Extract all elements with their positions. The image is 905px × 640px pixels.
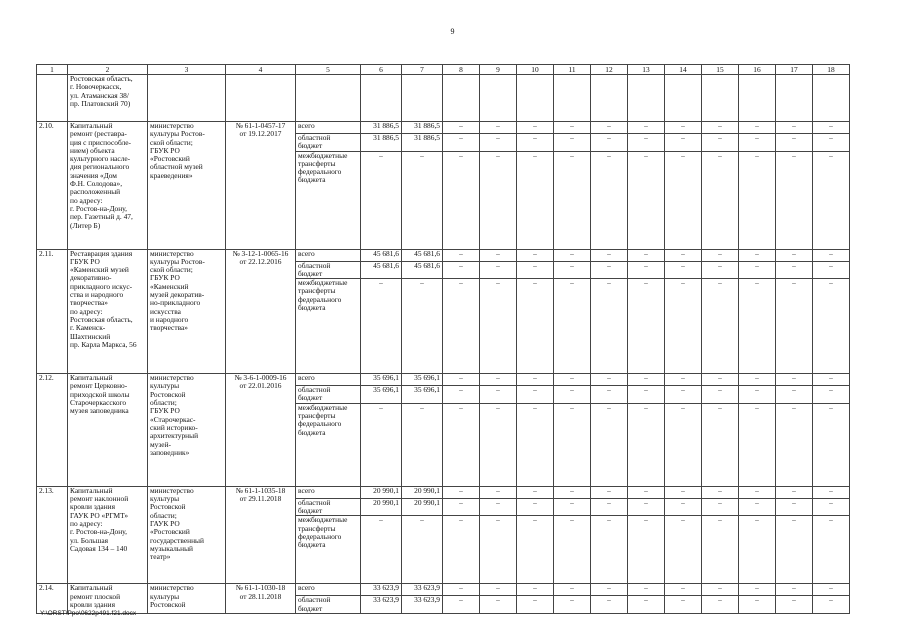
value-cell: – <box>480 386 517 404</box>
funding-source-cell: всего <box>296 584 361 596</box>
value-cell: – <box>702 134 739 152</box>
organization-cell: министерство культуры Ростовской <box>148 584 226 614</box>
document-cell: № 61-1-0457-17 от 19.12.2017 <box>226 122 296 250</box>
value-cell: – <box>517 151 554 249</box>
row-number: 2.14. <box>37 584 68 614</box>
value-cell: 20 990,1 <box>361 498 402 516</box>
value-cell: – <box>628 374 665 386</box>
value-cell: – <box>517 498 554 516</box>
value-cell: – <box>776 386 813 404</box>
header-cell: 4 <box>226 65 296 75</box>
value-cell: – <box>702 498 739 516</box>
value-cell: – <box>591 486 628 498</box>
value-cell: – <box>402 151 443 249</box>
value-cell: – <box>776 374 813 386</box>
value-cell: – <box>776 486 813 498</box>
value-cell: – <box>591 151 628 249</box>
value-cell: – <box>554 386 591 404</box>
row-number: 2.12. <box>37 374 68 487</box>
document-cell: № 61-1-1035-18 от 29.11.2018 <box>226 486 296 584</box>
value-cell: 33 623,9 <box>361 596 402 614</box>
value-cell: – <box>776 596 813 614</box>
value-cell: – <box>776 279 813 374</box>
value-cell: 35 696,1 <box>402 374 443 386</box>
value-cell: 20 990,1 <box>402 498 443 516</box>
value-cell: – <box>517 249 554 261</box>
header-cell: 12 <box>591 65 628 75</box>
value-cell: – <box>480 516 517 584</box>
value-cell: – <box>480 403 517 486</box>
table-cell <box>296 75 361 122</box>
value-cell: 20 990,1 <box>402 486 443 498</box>
value-cell: – <box>813 498 850 516</box>
header-cell: 2 <box>68 65 148 75</box>
table-cell <box>702 75 739 122</box>
value-cell: – <box>628 584 665 596</box>
value-cell: – <box>480 122 517 134</box>
value-cell: – <box>776 249 813 261</box>
value-cell: – <box>554 374 591 386</box>
value-cell: – <box>517 279 554 374</box>
table-row <box>37 584 850 596</box>
value-cell: – <box>739 151 776 249</box>
object-name-cell: Капитальный ремонт (реставра- ция с приспособле- нием) объекта культурного насле- дия регионального значения «Дом Ф.Н. Солодова», расположенный по адресу: г. Ростов-на-Дону, пер. Газетный д. 47, (Литер Б) <box>68 122 148 250</box>
value-cell: – <box>443 374 480 386</box>
table-cell <box>226 75 296 122</box>
value-cell: – <box>443 516 480 584</box>
value-cell: – <box>702 261 739 279</box>
value-cell: – <box>813 249 850 261</box>
value-cell: – <box>628 498 665 516</box>
funding-source-cell: межбюджетные трансферты федерального бюджета <box>296 151 361 249</box>
value-cell: – <box>665 516 702 584</box>
value-cell: – <box>628 151 665 249</box>
value-cell: – <box>480 584 517 596</box>
table-cell <box>402 75 443 122</box>
value-cell: – <box>480 151 517 249</box>
value-cell: – <box>517 516 554 584</box>
organization-cell: министерство культуры Ростов- ской области; ГБУК РО «Ростовский областной музей краеведения» <box>148 122 226 250</box>
table-row <box>37 122 850 134</box>
value-cell: – <box>739 374 776 386</box>
value-cell: – <box>665 486 702 498</box>
value-cell: – <box>480 279 517 374</box>
table-cell <box>148 75 226 122</box>
financing-table <box>36 64 850 614</box>
value-cell: – <box>739 386 776 404</box>
value-cell: – <box>554 498 591 516</box>
value-cell: – <box>628 261 665 279</box>
value-cell: – <box>776 261 813 279</box>
value-cell: – <box>554 122 591 134</box>
value-cell: – <box>361 403 402 486</box>
value-cell: – <box>591 386 628 404</box>
header-cell: 11 <box>554 65 591 75</box>
value-cell: – <box>443 249 480 261</box>
value-cell: – <box>665 403 702 486</box>
funding-source-cell: всего <box>296 249 361 261</box>
value-cell: – <box>702 151 739 249</box>
value-cell: – <box>554 249 591 261</box>
value-cell: – <box>402 403 443 486</box>
table-row <box>37 486 850 498</box>
header-cell: 15 <box>702 65 739 75</box>
value-cell: 35 696,1 <box>361 386 402 404</box>
value-cell: – <box>517 386 554 404</box>
value-cell: – <box>591 261 628 279</box>
value-cell: – <box>517 374 554 386</box>
value-cell: – <box>591 403 628 486</box>
value-cell: – <box>665 584 702 596</box>
value-cell: – <box>702 249 739 261</box>
object-name-cell: Ростовская область, г. Новочеркасск, ул. Атаманская 38/ пр. Платовский 70) <box>68 75 148 122</box>
value-cell: – <box>480 486 517 498</box>
value-cell: – <box>702 403 739 486</box>
funding-source-cell: всего <box>296 374 361 386</box>
funding-source-cell: областной бюджет <box>296 261 361 279</box>
funding-source-cell: межбюджетные трансферты федерального бюджета <box>296 279 361 374</box>
value-cell: – <box>517 122 554 134</box>
header-cell: 1 <box>37 65 68 75</box>
value-cell: – <box>813 261 850 279</box>
header-cell: 6 <box>361 65 402 75</box>
header-cell: 16 <box>739 65 776 75</box>
value-cell: – <box>628 486 665 498</box>
value-cell: – <box>665 596 702 614</box>
table-row <box>37 374 850 386</box>
value-cell: – <box>554 151 591 249</box>
value-cell: – <box>702 516 739 584</box>
value-cell: – <box>628 386 665 404</box>
table-cell <box>480 75 517 122</box>
value-cell: – <box>665 122 702 134</box>
value-cell: 31 886,5 <box>361 122 402 134</box>
header-cell: 13 <box>628 65 665 75</box>
value-cell: – <box>665 134 702 152</box>
document-cell: № 61-1-1030-18 от 28.11.2018 <box>226 584 296 614</box>
value-cell: – <box>739 261 776 279</box>
value-cell: – <box>517 261 554 279</box>
funding-source-cell: всего <box>296 486 361 498</box>
value-cell: – <box>702 584 739 596</box>
value-cell: – <box>591 134 628 152</box>
value-cell: – <box>554 596 591 614</box>
value-cell: – <box>776 498 813 516</box>
value-cell: – <box>480 134 517 152</box>
value-cell: 31 886,5 <box>361 134 402 152</box>
header-row <box>37 65 850 75</box>
header-cell: 10 <box>517 65 554 75</box>
value-cell: – <box>739 122 776 134</box>
value-cell: 45 681,6 <box>402 261 443 279</box>
value-cell: – <box>517 403 554 486</box>
value-cell: 45 681,6 <box>402 249 443 261</box>
value-cell: – <box>739 584 776 596</box>
value-cell: – <box>665 498 702 516</box>
value-cell: – <box>402 516 443 584</box>
value-cell: – <box>361 516 402 584</box>
value-cell: – <box>813 386 850 404</box>
value-cell: – <box>813 151 850 249</box>
file-path-footer: Y:\ORST\Ppo\0622p491.f21.docx <box>40 610 137 617</box>
table-cell <box>591 75 628 122</box>
value-cell: – <box>739 279 776 374</box>
value-cell: – <box>665 249 702 261</box>
value-cell: – <box>813 486 850 498</box>
value-cell: – <box>591 516 628 584</box>
table-cell <box>443 75 480 122</box>
funding-source-cell: областной бюджет <box>296 596 361 614</box>
value-cell: – <box>443 486 480 498</box>
value-cell: – <box>776 584 813 596</box>
value-cell: – <box>554 261 591 279</box>
organization-cell: министерство культуры Ростовской области; ГБУК РО «Старочеркас- ский историко- архитектурный музей- заповедник» <box>148 374 226 487</box>
value-cell: – <box>361 151 402 249</box>
document-cell: № 3-12-1-0065-16 от 22.12.2016 <box>226 249 296 374</box>
object-name-cell: Капитальный ремонт плоской кровли здания <box>68 584 148 614</box>
value-cell: – <box>813 279 850 374</box>
value-cell: – <box>665 374 702 386</box>
header-cell: 17 <box>776 65 813 75</box>
value-cell: – <box>443 261 480 279</box>
value-cell: – <box>739 403 776 486</box>
value-cell: – <box>739 516 776 584</box>
value-cell: – <box>443 122 480 134</box>
value-cell: – <box>628 122 665 134</box>
value-cell: – <box>739 134 776 152</box>
value-cell: 31 886,5 <box>402 134 443 152</box>
table-cell <box>739 75 776 122</box>
table-cell <box>776 75 813 122</box>
value-cell: – <box>554 584 591 596</box>
header-cell: 18 <box>813 65 850 75</box>
funding-source-cell: всего <box>296 122 361 134</box>
value-cell: – <box>591 596 628 614</box>
organization-cell: министерство культуры Ростовской области; ГАУК РО «Ростовский государственный музыкальный театр» <box>148 486 226 584</box>
value-cell: – <box>443 134 480 152</box>
value-cell: – <box>554 134 591 152</box>
value-cell: – <box>591 249 628 261</box>
header-cell: 5 <box>296 65 361 75</box>
value-cell: – <box>702 486 739 498</box>
value-cell: – <box>665 279 702 374</box>
value-cell: – <box>554 279 591 374</box>
value-cell: – <box>554 516 591 584</box>
value-cell: – <box>554 403 591 486</box>
value-cell: – <box>443 403 480 486</box>
header-cell: 3 <box>148 65 226 75</box>
value-cell: – <box>591 374 628 386</box>
table-cell <box>37 75 68 122</box>
value-cell: – <box>776 151 813 249</box>
value-cell: – <box>628 249 665 261</box>
table-cell <box>628 75 665 122</box>
row-number: 2.11. <box>37 249 68 374</box>
value-cell: – <box>443 584 480 596</box>
header-cell: 14 <box>665 65 702 75</box>
value-cell: – <box>665 261 702 279</box>
value-cell: – <box>739 596 776 614</box>
value-cell: 45 681,6 <box>361 249 402 261</box>
value-cell: – <box>517 596 554 614</box>
page-number: 9 <box>450 27 455 36</box>
value-cell: – <box>628 134 665 152</box>
value-cell: – <box>665 386 702 404</box>
value-cell: – <box>554 486 591 498</box>
header-cell: 8 <box>443 65 480 75</box>
value-cell: – <box>591 498 628 516</box>
document-cell: № 3-6-1-0009-16 от 22.01.2016 <box>226 374 296 487</box>
value-cell: – <box>591 279 628 374</box>
value-cell: 35 696,1 <box>402 386 443 404</box>
value-cell: – <box>628 403 665 486</box>
row-number: 2.13. <box>37 486 68 584</box>
value-cell: – <box>628 279 665 374</box>
value-cell: – <box>480 596 517 614</box>
value-cell: 31 886,5 <box>402 122 443 134</box>
value-cell: – <box>517 134 554 152</box>
value-cell: – <box>443 596 480 614</box>
value-cell: – <box>813 584 850 596</box>
value-cell: – <box>517 584 554 596</box>
value-cell: 33 623,9 <box>361 584 402 596</box>
value-cell: 20 990,1 <box>361 486 402 498</box>
organization-cell: министерство культуры Ростов- ской области; ГБУК РО «Каменский музей декоратив- но-прикладного искусства и народного творчества» <box>148 249 226 374</box>
object-name-cell: Капитальный ремонт наклонной кровли здания ГАУК РО «РГМТ» по адресу: г. Ростов-на-Дону, ул. Большая Садовая 134 – 140 <box>68 486 148 584</box>
header-cell: 9 <box>480 65 517 75</box>
funding-source-cell: областной бюджет <box>296 386 361 404</box>
continuation-row <box>37 75 850 122</box>
value-cell: 33 623,9 <box>402 584 443 596</box>
value-cell: – <box>776 122 813 134</box>
funding-source-cell: межбюджетные трансферты федерального бюджета <box>296 516 361 584</box>
table-cell <box>813 75 850 122</box>
value-cell: 45 681,6 <box>361 261 402 279</box>
value-cell: – <box>443 386 480 404</box>
value-cell: – <box>813 403 850 486</box>
value-cell: – <box>443 279 480 374</box>
object-name-cell: Капитальный ремонт Церковно- приходской школы Старочеркасского музея заповедника <box>68 374 148 487</box>
table-row <box>37 249 850 261</box>
value-cell: – <box>628 596 665 614</box>
value-cell: – <box>402 279 443 374</box>
value-cell: – <box>776 516 813 584</box>
value-cell: – <box>702 122 739 134</box>
value-cell: – <box>480 374 517 386</box>
funding-source-cell: межбюджетные трансферты федерального бюджета <box>296 403 361 486</box>
value-cell: – <box>443 498 480 516</box>
value-cell: – <box>591 122 628 134</box>
value-cell: – <box>813 122 850 134</box>
value-cell: – <box>628 516 665 584</box>
object-name-cell: Реставрация здания ГБУК РО «Каменский музей декоративно- прикладного искус- ства и народного творчества» по адресу: Ростовская область, г. Каменск- Шахтинский пр. Карла Маркса, 56 <box>68 249 148 374</box>
value-cell: 35 696,1 <box>361 374 402 386</box>
value-cell: – <box>702 596 739 614</box>
header-cell: 7 <box>402 65 443 75</box>
table-cell <box>517 75 554 122</box>
table-cell <box>361 75 402 122</box>
value-cell: – <box>480 261 517 279</box>
value-cell: – <box>480 498 517 516</box>
value-cell: – <box>702 374 739 386</box>
value-cell: – <box>702 279 739 374</box>
value-cell: – <box>702 386 739 404</box>
table-cell <box>665 75 702 122</box>
value-cell: – <box>739 249 776 261</box>
value-cell: – <box>591 584 628 596</box>
value-cell: – <box>739 498 776 516</box>
value-cell: – <box>776 403 813 486</box>
value-cell: – <box>813 134 850 152</box>
value-cell: – <box>517 486 554 498</box>
value-cell: – <box>813 516 850 584</box>
row-number: 2.10. <box>37 122 68 250</box>
value-cell: – <box>361 279 402 374</box>
value-cell: – <box>480 249 517 261</box>
value-cell: – <box>443 151 480 249</box>
funding-source-cell: областной бюджет <box>296 134 361 152</box>
value-cell: – <box>739 486 776 498</box>
value-cell: – <box>813 596 850 614</box>
funding-source-cell: областной бюджет <box>296 498 361 516</box>
value-cell: – <box>665 151 702 249</box>
value-cell: – <box>776 134 813 152</box>
value-cell: 33 623,9 <box>402 596 443 614</box>
value-cell: – <box>813 374 850 386</box>
table-cell <box>554 75 591 122</box>
